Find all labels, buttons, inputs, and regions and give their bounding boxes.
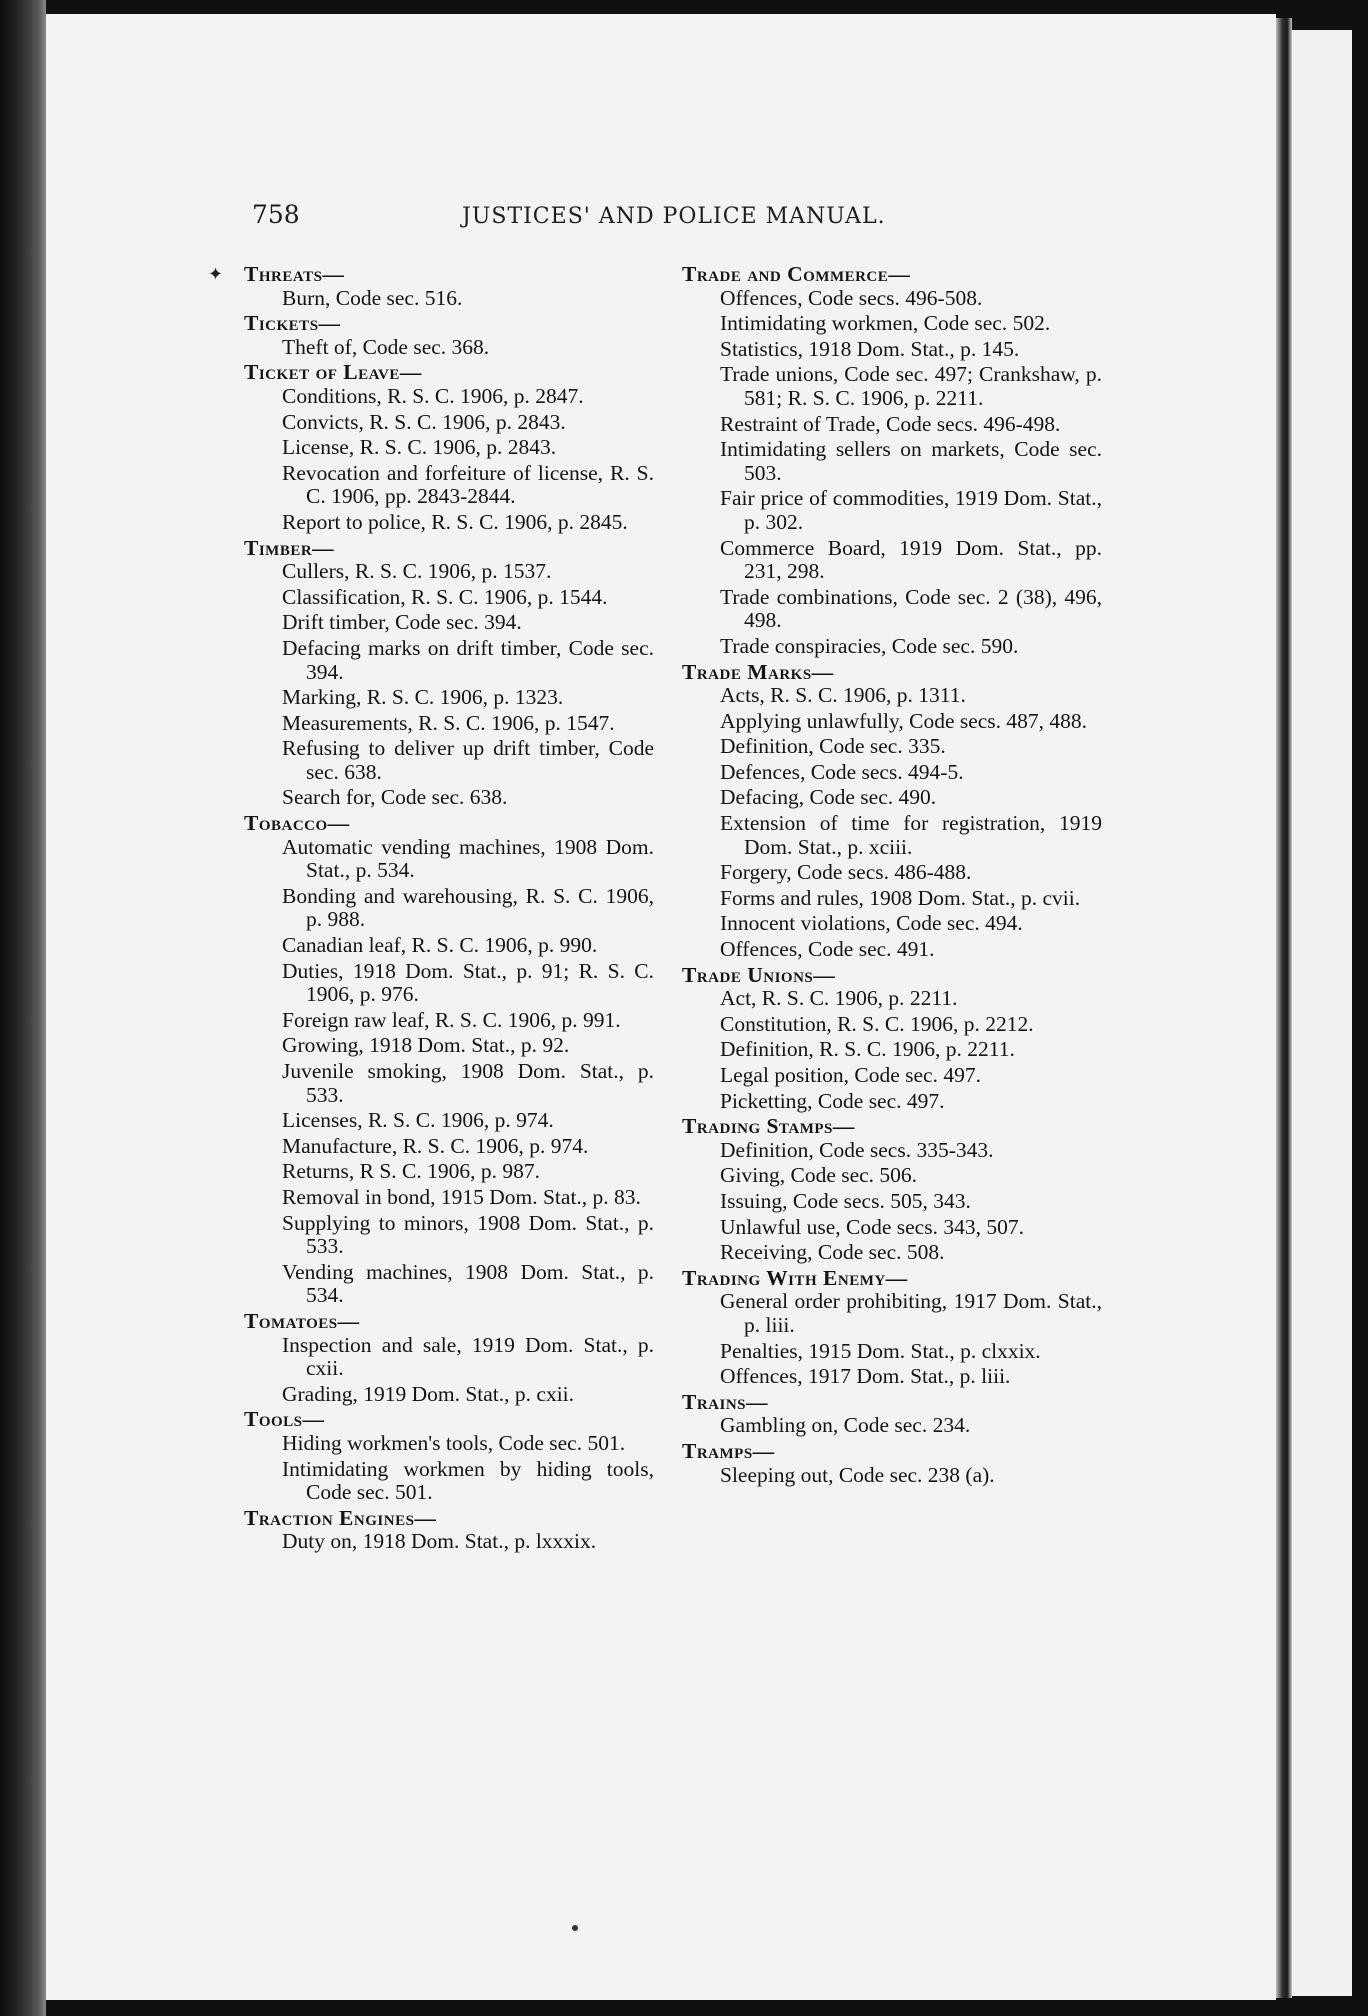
index-entry: Sleeping out, Code sec. 238 (a). — [720, 1462, 995, 1487]
index-entry: Supplying to minors, 1908 Dom. Stat., p. 533. — [282, 1210, 654, 1259]
facing-page-edge — [1292, 30, 1352, 1996]
index-heading: Tomatoes— — [244, 1308, 360, 1333]
index-entry: Constitution, R. S. C. 1906, p. 2212. — [720, 1011, 1034, 1036]
index-entry: Returns, R S. C. 1906, p. 987. — [282, 1159, 541, 1184]
index-entry: Offences, 1917 Dom. Stat., p. liii. — [720, 1364, 1011, 1389]
index-entry: Forgery, Code secs. 486-488. — [720, 860, 972, 885]
index-entry: Commerce Board, 1919 Dom. Stat., pp. 231, 298. — [720, 535, 1102, 584]
index-entry: Duties, 1918 Dom. Stat., p. 91; R. S. C. 1906, p. 976. — [282, 958, 654, 1007]
index-heading: Trade and Commerce— — [682, 262, 911, 286]
index-entry: Act, R. S. C. 1906, p. 2211. — [720, 986, 958, 1011]
index-entry: Inspection and sale, 1919 Dom. Stat., p. cxii. — [282, 1332, 654, 1381]
index-heading: Tools— — [244, 1407, 325, 1432]
index-heading: Trading With Enemy— — [682, 1265, 908, 1290]
running-title: JUSTICES' AND POLICE MANUAL. — [462, 204, 886, 229]
index-entry: Defacing marks on drift timber, Code sec. 394. — [282, 635, 654, 684]
index-entry: Canadian leaf, R. S. C. 1906, p. 990. — [282, 933, 598, 958]
index-entry: Conditions, R. S. C. 1906, p. 2847. — [282, 383, 584, 408]
index-entry: Burn, Code sec. 516. — [282, 285, 463, 310]
index-entry: License, R. S. C. 1906, p. 2843. — [282, 435, 557, 460]
index-entry: Definition, Code sec. 335. — [720, 734, 946, 759]
index-column-left — [244, 262, 654, 1556]
index-entry: Offences, Code sec. 491. — [720, 937, 935, 962]
index-entry: Defences, Code secs. 494-5. — [720, 759, 964, 784]
index-entry: Giving, Code sec. 506. — [720, 1163, 918, 1188]
index-entry: Receiving, Code sec. 508. — [720, 1240, 945, 1265]
index-entry: Bonding and warehousing, R. S. C. 1906, p. 988. — [282, 883, 654, 932]
index-entry: Trade combinations, Code sec. 2 (38), 496, 498. — [720, 584, 1102, 633]
index-entry: Issuing, Code secs. 505, 343. — [720, 1188, 971, 1213]
index-heading: Timber— — [244, 535, 335, 560]
index-entry: Theft of, Code sec. 368. — [282, 334, 490, 359]
index-entry: Drift timber, Code sec. 394. — [282, 610, 522, 635]
page-number: 758 — [252, 200, 300, 229]
index-entry: Vending machines, 1908 Dom. Stat., p. 534. — [282, 1259, 654, 1308]
index-entry: Report to police, R. S. C. 1906, p. 2845. — [282, 509, 628, 534]
index-entry: Classification, R. S. C. 1906, p. 1544. — [282, 584, 608, 609]
index-entry: Gambling on, Code sec. 234. — [720, 1413, 971, 1438]
index-entry: Extension of time for registration, 1919 Dom. Stat., p. xciii. — [720, 811, 1102, 859]
index-entry: Unlawful use, Code secs. 343, 507. — [720, 1214, 1024, 1239]
index-column-right — [682, 262, 1102, 1489]
index-heading: Tobacco— — [244, 811, 350, 836]
index-heading: Tickets— — [244, 311, 341, 336]
index-heading: Traction Engines— — [244, 1505, 437, 1530]
index-heading: Trade Marks— — [682, 659, 834, 684]
index-entry: General order prohibiting, 1917 Dom. Stat., p. liii. — [720, 1289, 1102, 1337]
index-entry: Intimidating sellers on markets, Code sec. 503. — [720, 437, 1102, 485]
index-entry: Applying unlawfully, Code secs. 487, 488. — [720, 708, 1088, 733]
book-spine-shadow — [0, 0, 46, 2016]
index-heading: Trains— — [682, 1389, 769, 1414]
index-entry: Picketting, Code sec. 497. — [720, 1088, 945, 1113]
index-entry: Manufacture, R. S. C. 1906, p. 974. — [282, 1133, 589, 1158]
index-entry: Definition, R. S. C. 1906, p. 2211. — [720, 1037, 1015, 1062]
index-entry: Revocation and forfeiture of license, R. S. C. 1906, pp. 2843-2844. — [282, 460, 654, 509]
index-entry: Convicts, R. S. C. 1906, p. 2843. — [282, 409, 566, 434]
index-entry: Duty on, 1918 Dom. Stat., p. lxxxix. — [282, 1529, 597, 1554]
index-entry: Trade conspiracies, Code sec. 590. — [720, 633, 1019, 658]
index-heading: Trade Unions— — [682, 962, 836, 987]
index-heading: Threats— — [244, 262, 345, 286]
index-entry: Intimidating workmen by hiding tools, Code sec. 501. — [282, 1456, 654, 1505]
index-entry: Penalties, 1915 Dom. Stat., p. clxxix. — [720, 1338, 1041, 1363]
index-entry: Definition, Code secs. 335-343. — [720, 1137, 994, 1162]
page-speck — [572, 1925, 578, 1931]
index-entry: Automatic vending machines, 1908 Dom. Stat., p. 534. — [282, 834, 654, 883]
index-entry: Fair price of commodities, 1919 Dom. Stat., p. 302. — [720, 486, 1102, 534]
index-entry: Innocent violations, Code sec. 494. — [720, 911, 1023, 936]
index-entry: Foreign raw leaf, R. S. C. 1906, p. 991. — [282, 1007, 621, 1032]
index-heading: Trading Stamps— — [682, 1114, 855, 1139]
index-entry: Hiding workmen's tools, Code sec. 501. — [282, 1430, 626, 1455]
index-entry: Grading, 1919 Dom. Stat., p. cxii. — [282, 1381, 575, 1406]
index-entry: Juvenile smoking, 1908 Dom. Stat., p. 533. — [282, 1059, 654, 1107]
index-entry: Statistics, 1918 Dom. Stat., p. 145. — [720, 336, 1020, 361]
index-entry: Trade unions, Code sec. 497; Crankshaw, p. 581; R. S. C. 1906, p. 2211. — [720, 362, 1102, 410]
index-entry: Forms and rules, 1908 Dom. Stat., p. cvii. — [720, 885, 1081, 910]
index-entry: Legal position, Code sec. 497. — [720, 1063, 981, 1087]
index-heading: Ticket of Leave— — [244, 360, 422, 385]
index-entry: Restraint of Trade, Code secs. 496-498. — [720, 411, 1061, 436]
index-entry: Search for, Code sec. 638. — [282, 785, 508, 810]
index-heading: Tramps— — [682, 1438, 775, 1463]
index-entry: Intimidating workmen, Code sec. 502. — [720, 311, 1051, 336]
index-entry: Acts, R. S. C. 1906, p. 1311. — [720, 683, 966, 708]
index-entry: Growing, 1918 Dom. Stat., p. 92. — [282, 1033, 570, 1058]
index-entry: Refusing to deliver up drift timber, Code sec. 638. — [282, 736, 654, 784]
index-entry: Cullers, R. S. C. 1906, p. 1537. — [282, 559, 552, 584]
index-entry: Licenses, R. S. C. 1906, p. 974. — [282, 1108, 554, 1133]
index-entry: Measurements, R. S. C. 1906, p. 1547. — [282, 710, 615, 735]
index-entry: Removal in bond, 1915 Dom. Stat., p. 83. — [282, 1184, 641, 1209]
margin-mark-icon: ✦ — [208, 264, 224, 285]
index-entry: Defacing, Code sec. 490. — [720, 785, 937, 810]
page-gutter — [1276, 18, 1292, 1998]
index-entry: Offences, Code secs. 496-508. — [720, 285, 983, 310]
index-entry: Marking, R. S. C. 1906, p. 1323. — [282, 685, 564, 710]
page-header — [252, 200, 902, 240]
